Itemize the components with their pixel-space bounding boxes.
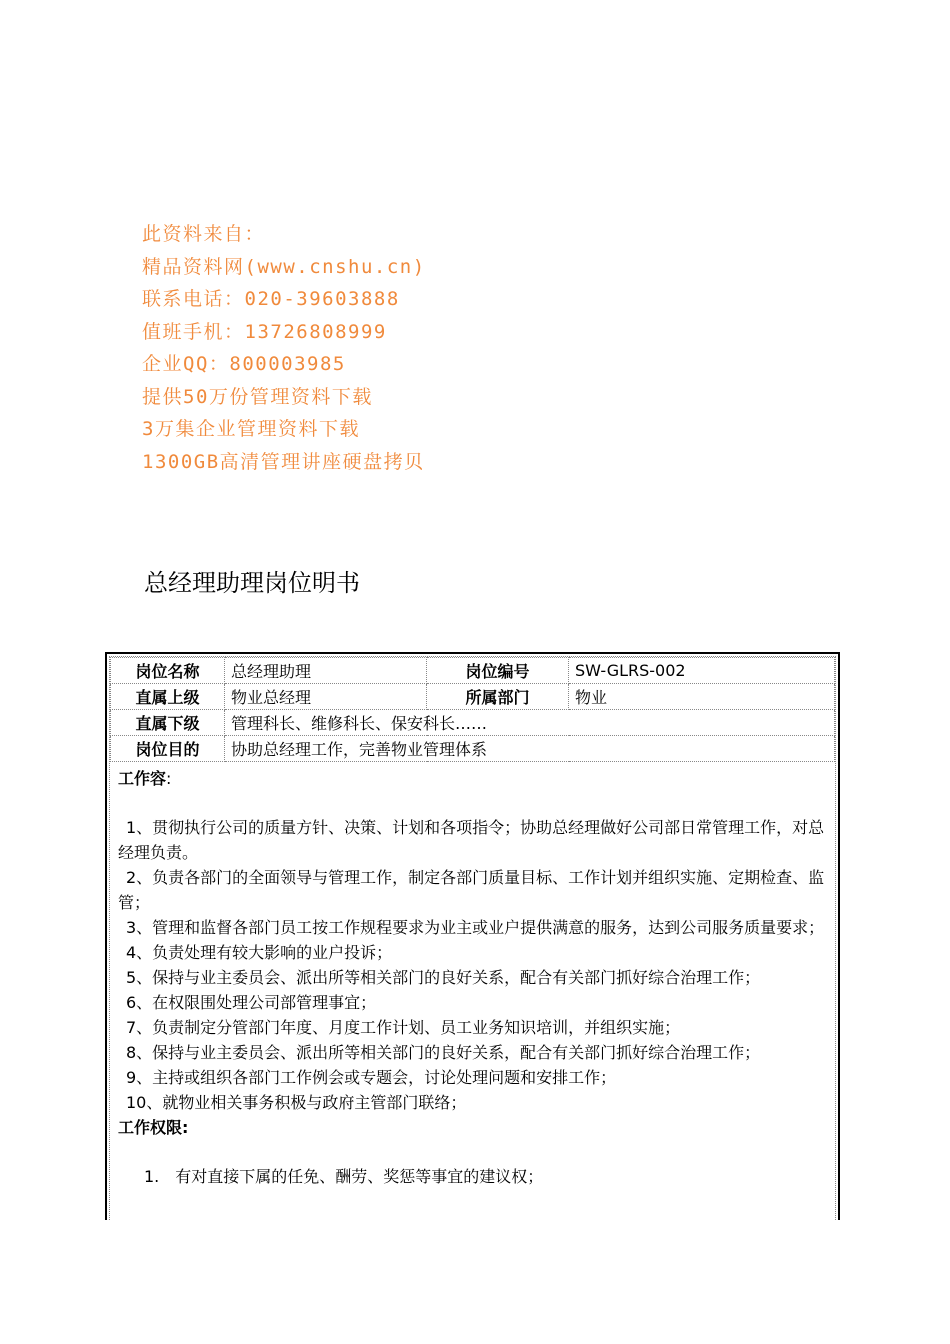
mobile-line: 值班手机：13726808999	[142, 320, 387, 343]
duty-item: 2、负责各部门的全面领导与管理工作，制定各部门质量目标、工作计划并组织实施、定期检查、监管；	[118, 868, 825, 912]
source-info-block	[142, 218, 426, 478]
authority-heading: 工作权限:	[118, 1118, 189, 1137]
superior-label: 直属上级	[111, 684, 225, 710]
job-description-table	[105, 652, 840, 1220]
position-name-label: 岗位名称	[111, 658, 225, 684]
duty-item: 3、管理和监督各部门员工按工作规程要求为业主或业户提供满意的服务，达到公司服务质量要求；	[126, 918, 825, 937]
position-name-value: 总经理助理	[225, 658, 427, 684]
duty-item: 1、贯彻执行公司的质量方针、决策、计划和各项指令；协助总经理做好公司部日常管理工作，对总经理负责。	[118, 818, 825, 862]
table-row	[111, 736, 835, 762]
subordinates-value: 管理科长、维修科长、保安科长……	[225, 710, 835, 736]
department-value: 物业	[569, 684, 835, 710]
table-row	[111, 710, 835, 736]
phone-line: 联系电话：020-39603888	[142, 288, 400, 310]
department-label: 所属部门	[427, 684, 569, 710]
authority-item: 1. 有对直接下属的任免、酬劳、奖惩等事宜的建议权；	[144, 1167, 544, 1186]
duties-colon: :	[166, 769, 172, 788]
duty-item: 5、保持与业主委员会、派出所等相关部门的良好关系，配合有关部门抓好综合治理工作；	[126, 968, 761, 987]
duties-title: 工作容	[118, 769, 167, 788]
website-line: 精品资料网(www.cnshu.cn)	[142, 255, 426, 278]
document-title: 总经理助理岗位明书	[144, 569, 360, 597]
promo-line-2: 3万集企业管理资料下载	[142, 418, 360, 440]
duties-heading	[118, 766, 829, 791]
source-line: 此资料来自：	[142, 223, 266, 245]
purpose-label: 岗位目的	[111, 736, 225, 762]
spacer	[118, 791, 829, 815]
position-code-value: SW-GLRS-002	[569, 658, 835, 684]
promo-line-3: 1300GB高清管理讲座硬盘拷贝	[142, 450, 425, 473]
table-row	[111, 684, 835, 710]
duties-content	[110, 762, 835, 1189]
qq-line: 企业QQ：800003985	[142, 353, 346, 375]
table-row	[111, 658, 835, 684]
superior-value: 物业总经理	[225, 684, 427, 710]
duty-item: 7、负责制定分管部门年度、月度工作计划、员工业务知识培训，并组织实施；	[126, 1018, 681, 1037]
purpose-value: 协助总经理工作，完善物业管理体系	[225, 736, 835, 762]
duty-item: 6、在权限围处理公司部管理事宜；	[126, 993, 377, 1012]
duty-item: 9、主持或组织各部门工作例会或专题会，讨论处理问题和安排工作；	[126, 1068, 617, 1087]
position-code-label: 岗位编号	[427, 658, 569, 684]
duty-item: 4、负责处理有较大影响的业户投诉；	[126, 943, 393, 962]
duty-item: 10、就物业相关事务积极与政府主管部门联络；	[126, 1093, 467, 1112]
info-table	[110, 657, 835, 762]
promo-line-1: 提供50万份管理资料下载	[142, 385, 373, 408]
spacer	[118, 1140, 829, 1164]
duty-item: 8、保持与业主委员会、派出所等相关部门的良好关系，配合有关部门抓好综合治理工作；	[126, 1043, 761, 1062]
table-inner	[109, 656, 836, 1220]
subordinates-label: 直属下级	[111, 710, 225, 736]
